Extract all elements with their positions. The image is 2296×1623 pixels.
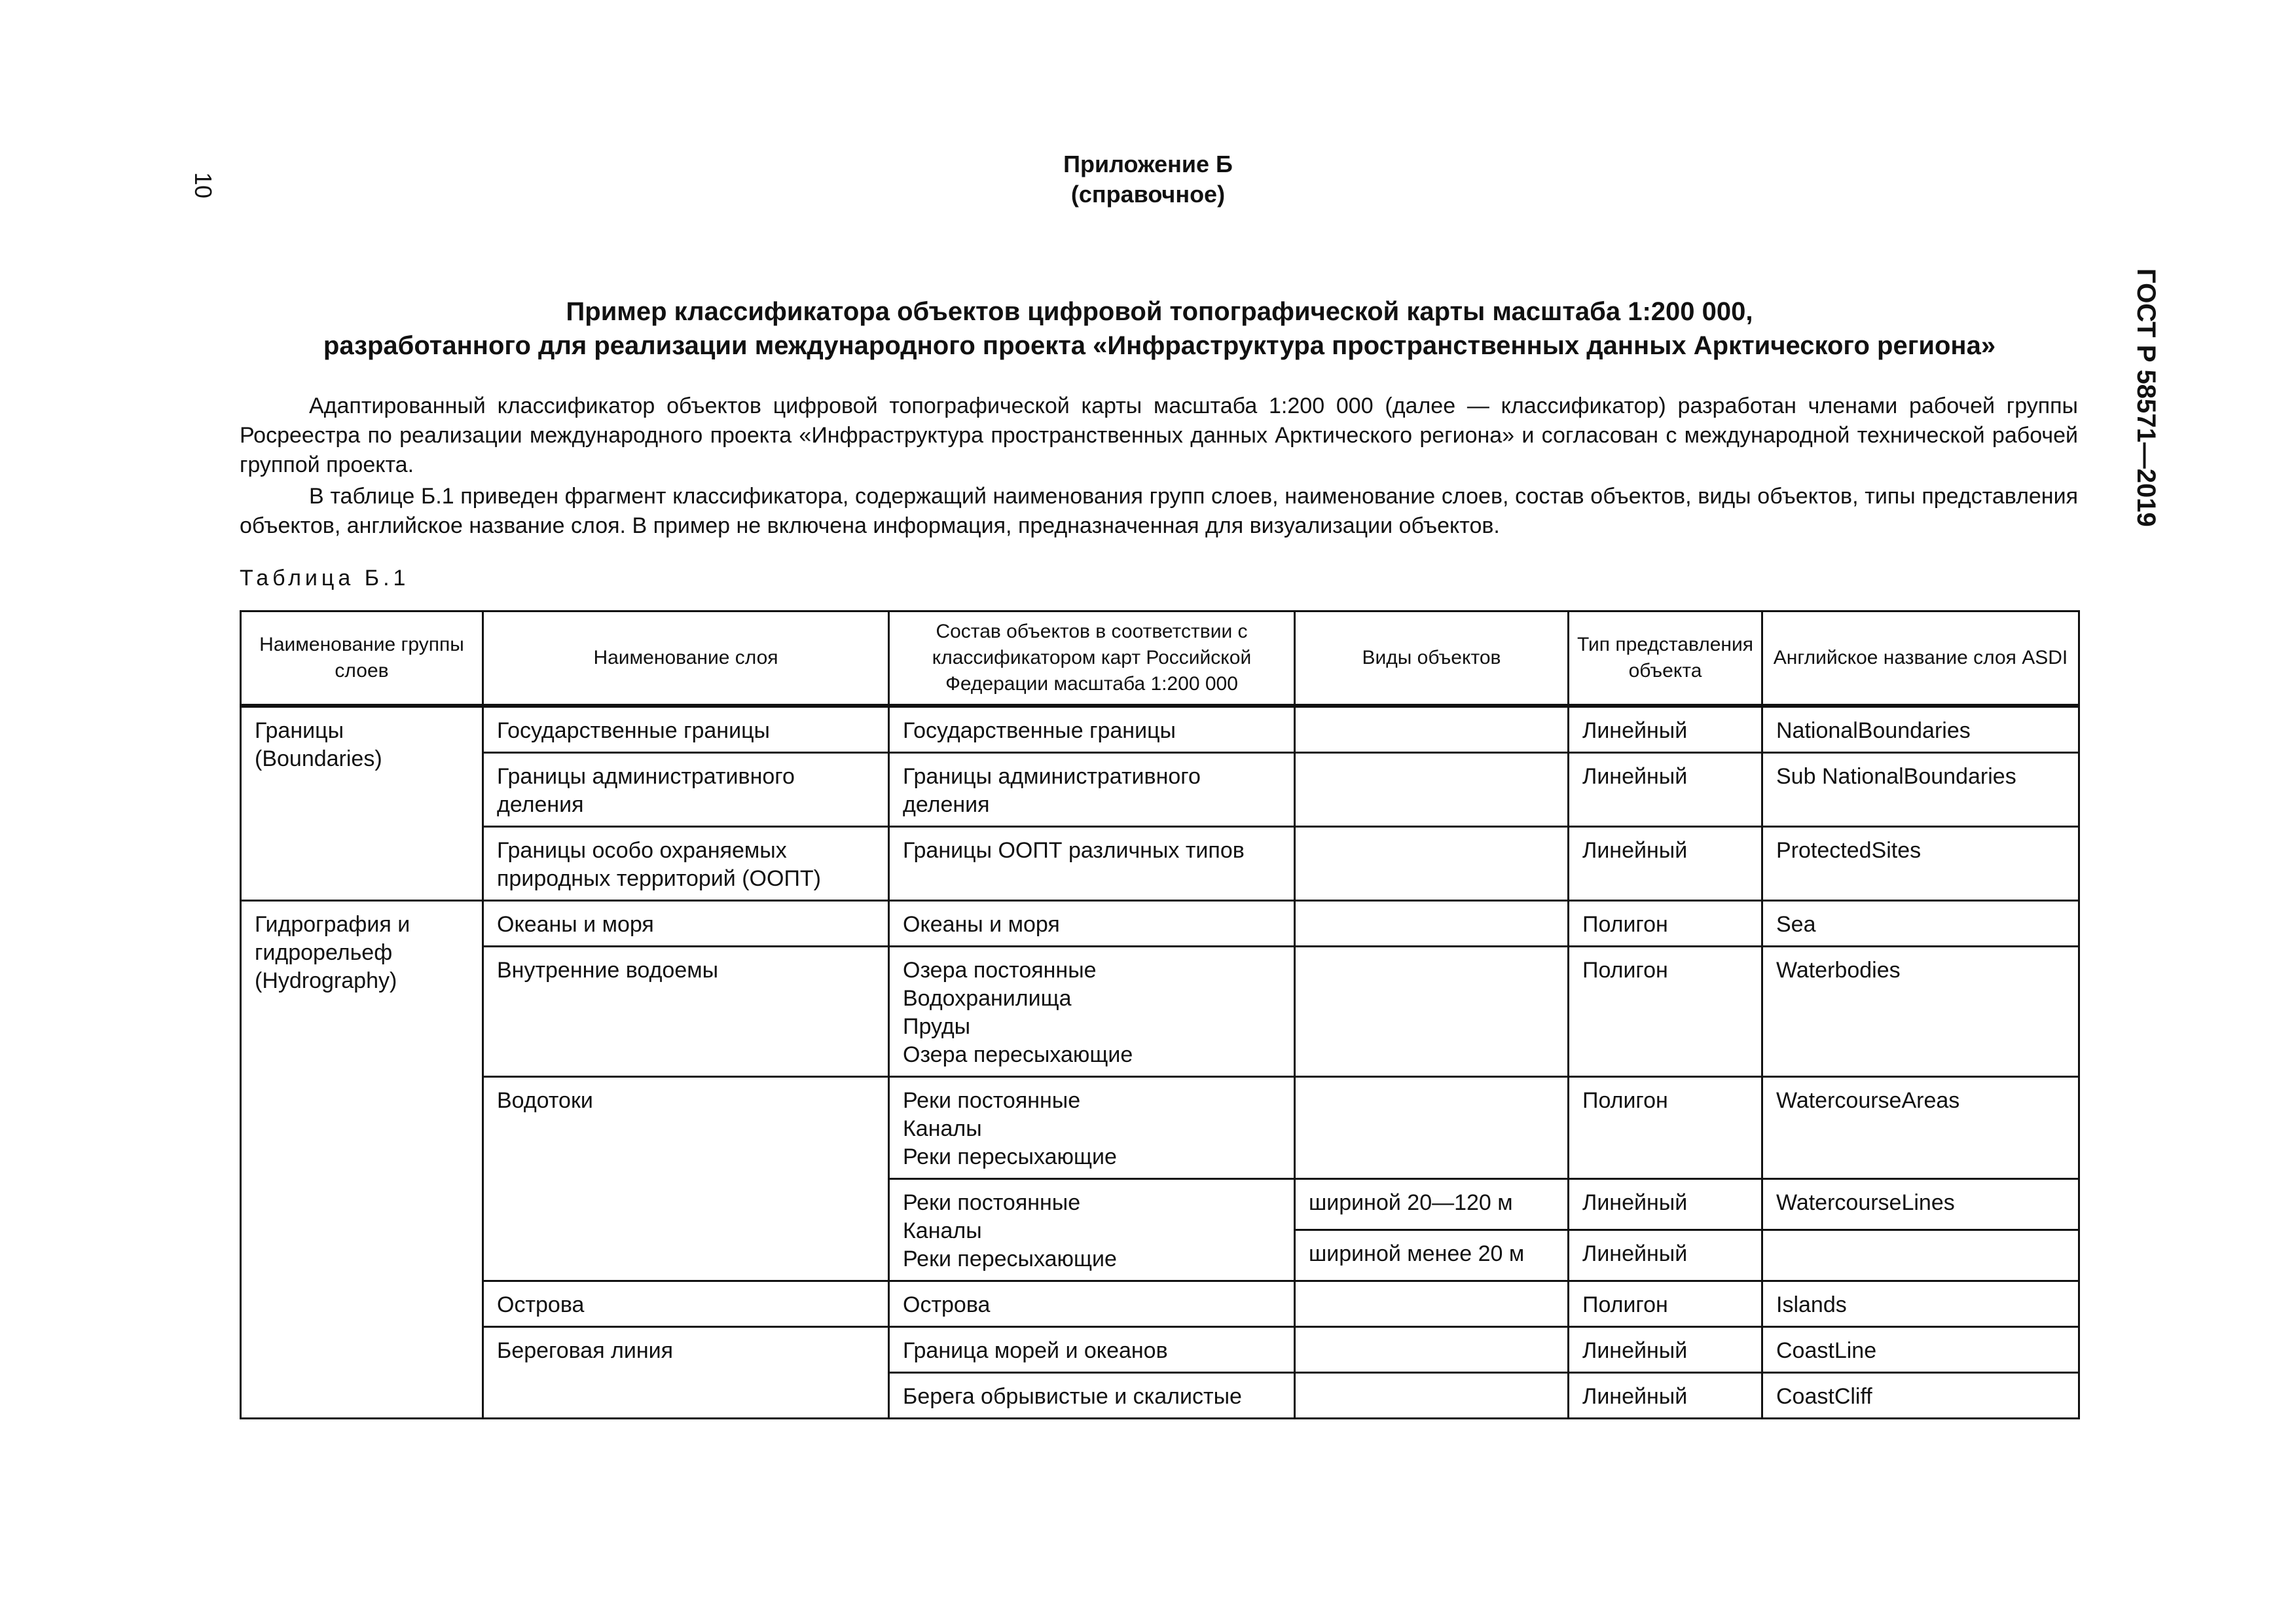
- paragraph-table-description: В таблице Б.1 приведен фрагмент классификатора, содержащий наименования групп слоев, наименование слоев, состав объектов, виды объектов, типы представления объектов, английское название слоя. В пример не включена информация, предназначенная для визуализации объектов.: [240, 484, 2078, 538]
- layer-cell: Океаны и моря: [483, 901, 889, 947]
- layer-cell: Острова: [483, 1281, 889, 1327]
- composition-cell: [889, 947, 1295, 1077]
- type-cell: Линейный: [1569, 1179, 1762, 1230]
- english-cell: CoastLine: [1762, 1327, 2079, 1373]
- composition-cell: Границы ООПТ различных типов: [889, 827, 1295, 901]
- table-row: [241, 706, 2079, 753]
- english-cell: Sea: [1762, 901, 2079, 947]
- composition-line: Реки пересыхающие: [903, 1247, 1117, 1271]
- table-caption: Таблица Б.1: [240, 566, 410, 591]
- table-row: [241, 901, 2079, 947]
- kinds-cell: [1295, 1077, 1569, 1179]
- group-cell: Границы (Boundaries): [241, 706, 483, 901]
- paragraph-intro: Адаптированный классификатор объектов цифровой топографической карты масштаба 1:200 000 (далее — классификатор) разработан членами рабочей группы Росреестра по реализации международного проекта «Инфраструктура пространственных данных Арктического региона» и согласован с международной технической рабочей группой проекта.: [240, 393, 2078, 477]
- english-cell: NationalBoundaries: [1762, 706, 2079, 753]
- composition-line: Реки постоянные: [903, 1190, 1081, 1215]
- kinds-cell: [1295, 1327, 1569, 1373]
- table-row: [241, 753, 2079, 827]
- composition-cell: Государственные границы: [889, 706, 1295, 753]
- composition-cell: Границы административного деления: [889, 753, 1295, 827]
- table-header-row: [241, 611, 2079, 706]
- appendix-heading: [0, 149, 2296, 210]
- table-row: [241, 1077, 2079, 1179]
- layer-cell: Границы административного деления: [483, 753, 889, 827]
- layer-cell: Границы особо охраняемых природных территорий (ООПТ): [483, 827, 889, 901]
- kinds-cell: [1295, 753, 1569, 827]
- composition-line: Водохранилища: [903, 986, 1072, 1011]
- header-composition: Состав объектов в соответствии с классификатором карт Российской Федерации масштаба 1:200 000: [889, 611, 1295, 706]
- english-cell: CoastCliff: [1762, 1373, 2079, 1419]
- composition-line: Пруды: [903, 1014, 971, 1039]
- kinds-cell: [1295, 827, 1569, 901]
- composition-cell: [889, 1077, 1295, 1179]
- kinds-cell: шириной 20—120 м: [1295, 1179, 1569, 1230]
- layer-cell: Внутренние водоемы: [483, 947, 889, 1077]
- type-cell: Полигон: [1569, 947, 1762, 1077]
- composition-line: Озера постоянные: [903, 958, 1097, 983]
- composition-cell: Граница морей и океанов: [889, 1327, 1295, 1373]
- header-english: Английское название слоя ASDI: [1762, 611, 2079, 706]
- header-type: Тип представления объекта: [1569, 611, 1762, 706]
- header-layer: Наименование слоя: [483, 611, 889, 706]
- composition-line: Озера пересыхающие: [903, 1042, 1133, 1067]
- type-cell: Полигон: [1569, 901, 1762, 947]
- classifier-table: [240, 610, 2080, 1419]
- type-cell: Линейный: [1569, 827, 1762, 901]
- group-cell: Гидрография и гидрорельеф (Hydrography): [241, 901, 483, 1419]
- type-cell: Полигон: [1569, 1281, 1762, 1327]
- kinds-cell: [1295, 947, 1569, 1077]
- appendix-kind: (справочное): [1070, 181, 1226, 208]
- composition-cell: Берега обрывистые и скалистые: [889, 1373, 1295, 1419]
- kinds-cell: [1295, 1373, 1569, 1419]
- type-cell: Линейный: [1569, 706, 1762, 753]
- type-cell: Линейный: [1569, 1327, 1762, 1373]
- composition-cell: [889, 1179, 1295, 1281]
- english-cell: Sub NationalBoundaries: [1762, 753, 2079, 827]
- title-line-2: разработанного для реализации международного проекта «Инфраструктура пространственных данных Арктического региона»: [323, 331, 1996, 360]
- document-title: [240, 295, 2079, 363]
- table-row: [241, 827, 2079, 901]
- composition-cell: Острова: [889, 1281, 1295, 1327]
- kinds-cell: [1295, 901, 1569, 947]
- table-row: [241, 1281, 2079, 1327]
- table-row: [241, 947, 2079, 1077]
- appendix-label: Приложение Б: [1063, 151, 1233, 177]
- type-cell: Линейный: [1569, 1230, 1762, 1281]
- layer-cell: Государственные границы: [483, 706, 889, 753]
- english-cell: WatercourseAreas: [1762, 1077, 2079, 1179]
- type-cell: Полигон: [1569, 1077, 1762, 1179]
- composition-line: Реки постоянные: [903, 1088, 1081, 1113]
- title-line-1: Пример классификатора объектов цифровой топографической карты масштаба 1:200 000,: [566, 297, 1753, 326]
- type-cell: Линейный: [1569, 1373, 1762, 1419]
- page-number: 10: [190, 172, 217, 199]
- kinds-cell: [1295, 1281, 1569, 1327]
- type-cell: Линейный: [1569, 753, 1762, 827]
- kinds-cell: шириной менее 20 м: [1295, 1230, 1569, 1281]
- composition-line: Каналы: [903, 1218, 982, 1243]
- english-cell: Islands: [1762, 1281, 2079, 1327]
- composition-line: Реки пересыхающие: [903, 1144, 1117, 1169]
- english-cell: Waterbodies: [1762, 947, 2079, 1077]
- table-row: [241, 1327, 2079, 1373]
- standard-code: ГОСТ Р 58571—2019: [2132, 268, 2160, 527]
- composition-cell: Океаны и моря: [889, 901, 1295, 947]
- english-cell: ProtectedSites: [1762, 827, 2079, 901]
- kinds-cell: [1295, 706, 1569, 753]
- composition-line: Каналы: [903, 1116, 982, 1141]
- header-kinds: Виды объектов: [1295, 611, 1569, 706]
- layer-cell: Водотоки: [483, 1077, 889, 1281]
- english-cell: WatercourseLines: [1762, 1179, 2079, 1230]
- layer-cell: Береговая линия: [483, 1327, 889, 1419]
- header-group: Наименование группы слоев: [241, 611, 483, 706]
- english-cell: [1762, 1230, 2079, 1281]
